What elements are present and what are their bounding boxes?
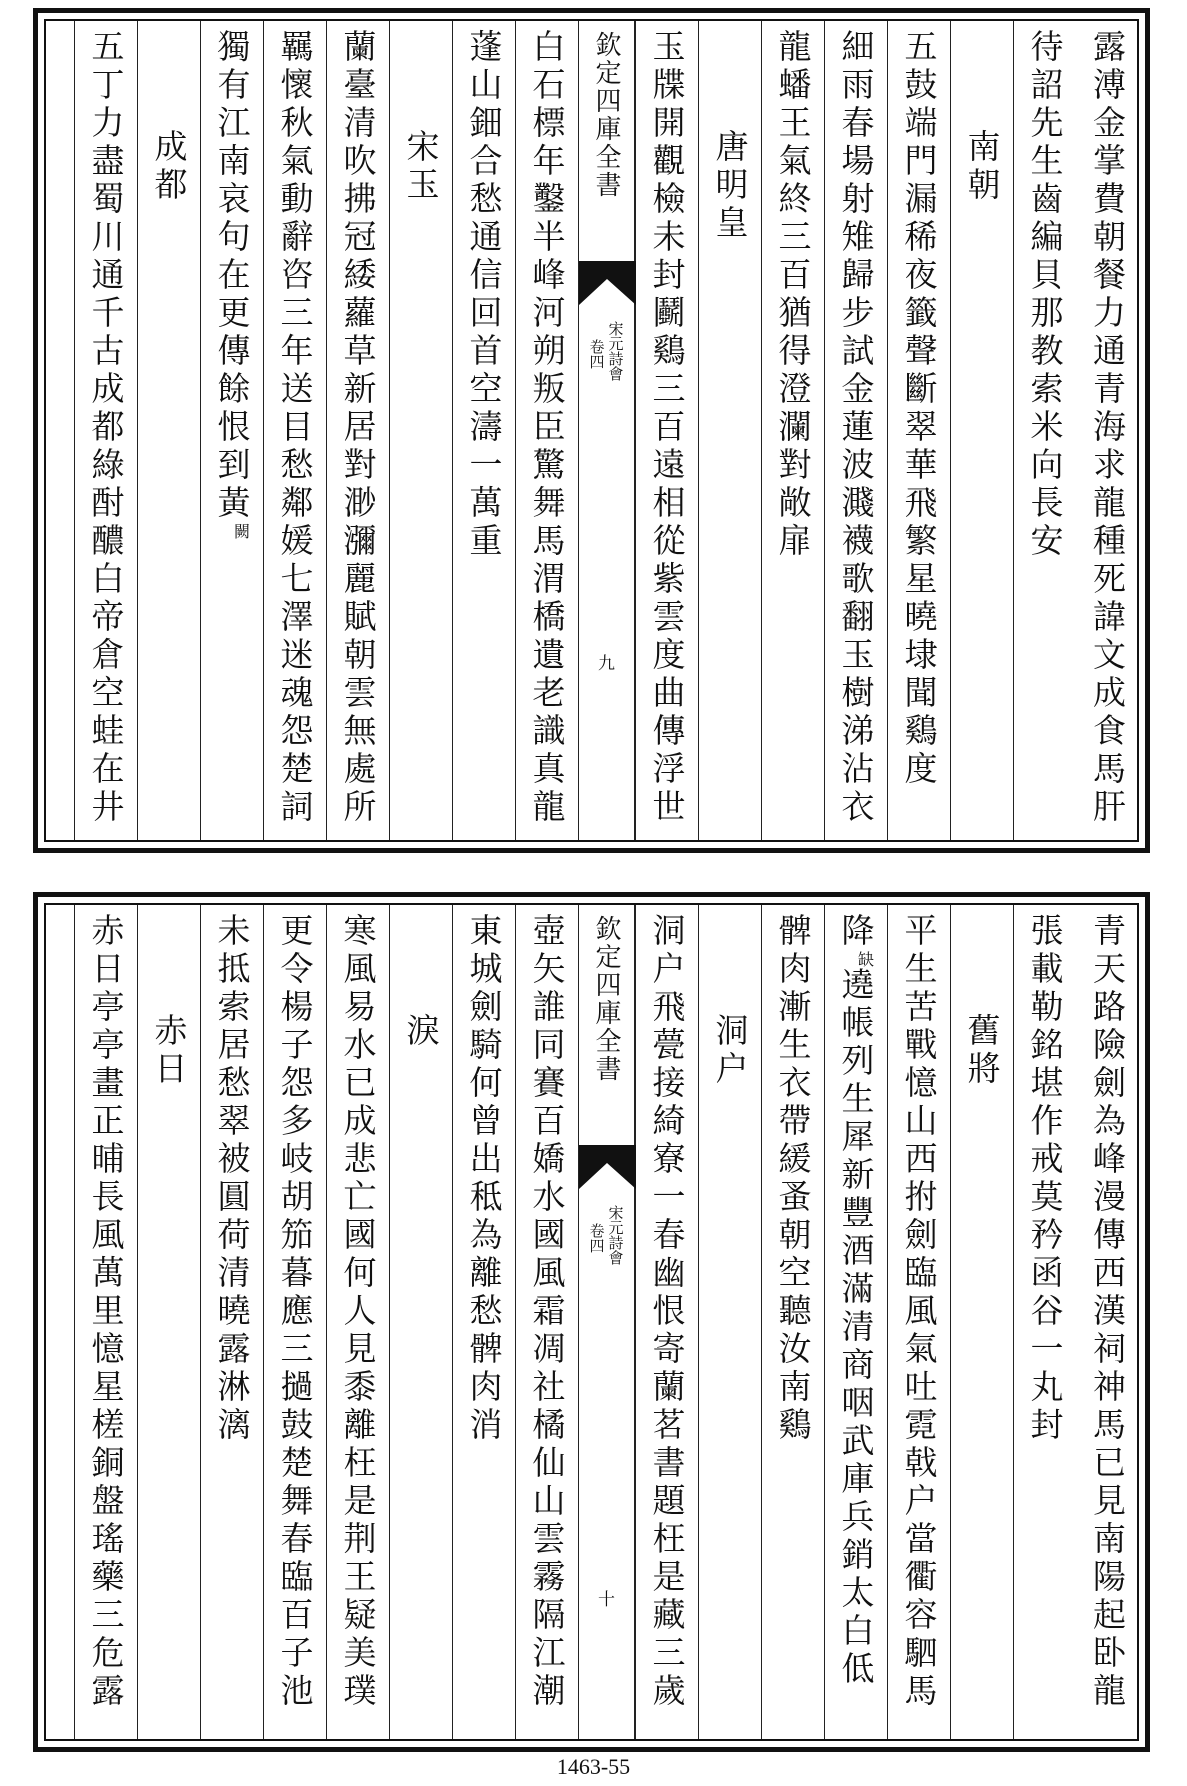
text-column bbox=[1013, 905, 1076, 1739]
poem-line: 東城劍騎何曾出秪為離愁髀肉消 bbox=[464, 913, 504, 1445]
page-frame bbox=[44, 903, 1139, 1741]
text-column bbox=[950, 905, 1013, 1739]
fishtail-mark-icon bbox=[579, 1145, 636, 1189]
fishtail-mark-icon bbox=[579, 261, 636, 305]
poem-line bbox=[836, 913, 876, 1689]
poem-line: 未抵索居愁翠被圓荷清曉露淋漓 bbox=[212, 913, 252, 1445]
poem-line: 細雨春場射雉歸步試金蓮波濺襪歌翻玉樹涕沾衣 bbox=[836, 29, 876, 827]
poem-line: 平生苦戰憶山西拊劍臨風氣吐霓戟户當衢容駟馬 bbox=[899, 913, 939, 1711]
text-column bbox=[635, 905, 698, 1739]
volume-label: 卷四 bbox=[587, 339, 606, 369]
text-column bbox=[515, 21, 578, 840]
lacuna-note: 缺 bbox=[855, 951, 875, 967]
book-title: 欽定四庫全書 bbox=[591, 31, 621, 199]
poem-line: 張載勒銘堪作戒莫矜函谷一丸封 bbox=[1025, 913, 1065, 1445]
text-column bbox=[824, 905, 887, 1739]
text-column bbox=[452, 21, 515, 840]
text-column bbox=[515, 905, 578, 1739]
poem-line: 壺矢誰同賽百嬌水國風霜凋社橘仙山雲霧隔江潮 bbox=[527, 913, 567, 1711]
collection-name: 宋元詩會 bbox=[606, 321, 625, 381]
poem-line: 五鼓端門漏稀夜籤聲斷翠華飛繁星曉埭聞鷄度 bbox=[899, 29, 939, 789]
poem-line: 玉牒開觀檢未封鬬鷄三百遠相從紫雲度曲傳浮世 bbox=[647, 29, 687, 827]
poem-title: 舊將 bbox=[962, 1013, 1002, 1089]
text-column bbox=[137, 21, 200, 840]
poem-line: 待詔先生齒編貝那教索米向長安 bbox=[1025, 29, 1065, 561]
text-column bbox=[761, 21, 824, 840]
text-column bbox=[1076, 905, 1139, 1739]
text-column bbox=[1013, 21, 1076, 840]
poem-line-text: 降 bbox=[836, 913, 876, 951]
poem-line: 洞户飛甍接綺寮一春幽恨寄蘭茗書題枉是藏三歲 bbox=[647, 913, 687, 1711]
poem-title: 成都 bbox=[149, 129, 189, 205]
poem-line-text: 獨有江南哀句在更傳餘恨到黃 bbox=[212, 29, 252, 523]
text-column bbox=[1076, 21, 1139, 840]
page-number: 十 bbox=[598, 1590, 615, 1610]
scan-page-number: 1463-55 bbox=[556, 1754, 631, 1779]
text-column bbox=[263, 21, 326, 840]
center-fold-strip bbox=[578, 21, 635, 840]
poem-line: 蓬山鈿合愁通信回首空濤一萬重 bbox=[464, 29, 504, 561]
text-column bbox=[698, 21, 761, 840]
text-column bbox=[74, 21, 137, 840]
text-column bbox=[824, 21, 887, 840]
collection-name: 宋元詩會 bbox=[606, 1205, 625, 1265]
poem-line: 龍蟠王氣終三百猶得澄瀾對敞扉 bbox=[773, 29, 813, 561]
lacuna-note: 闕 bbox=[231, 523, 251, 539]
center-fold-strip bbox=[578, 905, 635, 1739]
volume-label: 卷四 bbox=[587, 1223, 606, 1253]
text-column bbox=[137, 905, 200, 1739]
poem-line: 青天路險劍為峰漫傳西漢祠神馬已見南陽起卧龍 bbox=[1088, 913, 1127, 1711]
page-frame bbox=[44, 19, 1139, 842]
text-column bbox=[452, 905, 515, 1739]
poem-title: 唐明皇 bbox=[710, 129, 750, 243]
text-column bbox=[950, 21, 1013, 840]
poem-line: 五丁力盡蜀川通千古成都綠酎醲白帝倉空蛙在井 bbox=[86, 29, 126, 827]
text-column bbox=[389, 905, 452, 1739]
text-column bbox=[761, 905, 824, 1739]
poem-line: 蘭臺清吹拂冠緌蘿草新居對渺瀰麗賦朝雲無處所 bbox=[338, 29, 378, 827]
poem-title: 洞户 bbox=[710, 1013, 750, 1089]
text-column bbox=[389, 21, 452, 840]
text-column bbox=[74, 905, 137, 1739]
page-number: 九 bbox=[598, 654, 615, 674]
poem-title: 淚 bbox=[401, 1013, 441, 1051]
book-page-top bbox=[33, 8, 1150, 853]
poem-title: 赤日 bbox=[149, 1013, 189, 1089]
poem-line-text: 遶帳列生犀新豐酒滿清商咽武庫兵銷太白低 bbox=[836, 967, 876, 1689]
text-column bbox=[326, 905, 389, 1739]
poem-line bbox=[212, 29, 252, 539]
text-column bbox=[200, 21, 263, 840]
text-column bbox=[200, 905, 263, 1739]
poem-title: 南朝 bbox=[962, 129, 1002, 205]
book-title: 欽定四庫全書 bbox=[591, 915, 621, 1083]
text-column bbox=[887, 21, 950, 840]
poem-line: 寒風易水已成悲亡國何人見黍離枉是荆王疑美璞 bbox=[338, 913, 378, 1711]
poem-line: 赤日亭亭畫正晡長風萬里憶星槎銅盤瑤藥三危露 bbox=[86, 913, 126, 1711]
text-column bbox=[263, 905, 326, 1739]
poem-line: 白石標年鑿半峰河朔叛臣驚舞馬渭橋遺老識真龍 bbox=[527, 29, 567, 827]
text-column bbox=[887, 905, 950, 1739]
poem-line: 露溥金掌費朝餐力通青海求龍種死諱文成食馬肝 bbox=[1088, 29, 1127, 827]
poem-line: 羈懷秋氣動辭咨三年送目愁鄰媛七澤迷魂怨楚詞 bbox=[275, 29, 315, 827]
text-column bbox=[698, 905, 761, 1739]
poem-title: 宋玉 bbox=[401, 129, 441, 205]
text-column bbox=[635, 21, 698, 840]
poem-line: 髀肉漸生衣帶緩蚤朝空聽汝南鷄 bbox=[773, 913, 813, 1445]
text-column bbox=[326, 21, 389, 840]
book-page-bottom bbox=[33, 892, 1150, 1752]
poem-line: 更令楊子怨多岐胡笳暮應三撾鼓楚舞春臨百子池 bbox=[275, 913, 315, 1711]
